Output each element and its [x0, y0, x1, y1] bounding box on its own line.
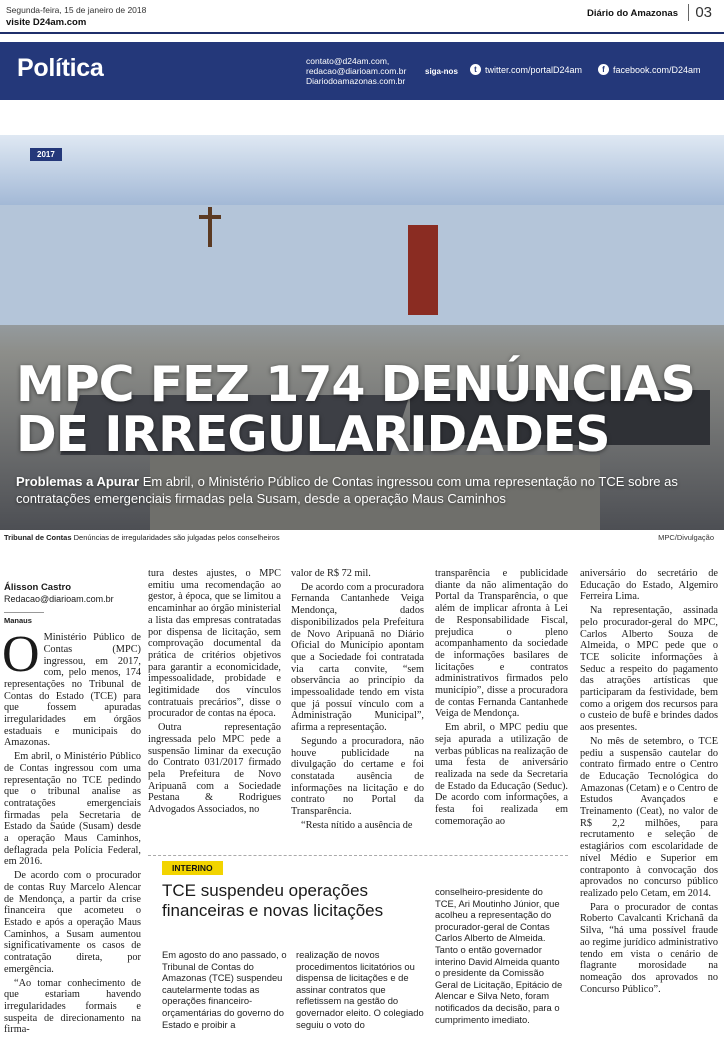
paragraph: aniversário do secretário de Educação do Estado, Algemiro Ferreira Lima. [580, 568, 718, 603]
crucifix-shape [208, 207, 212, 247]
box-title: TCE suspendeu operações financeiras e novas licitações [162, 881, 384, 920]
photo-caption [4, 533, 280, 542]
lead-photo [0, 135, 724, 530]
article-column-1 [4, 582, 141, 1037]
section-banner [0, 42, 724, 100]
caption-lead: Tribunal de Contas [4, 533, 72, 542]
dateline-place: Manaus [4, 612, 44, 627]
drop-cap: O [2, 626, 40, 684]
twitter-handle: twitter.com/portalD24am [485, 64, 583, 75]
section-title: Política [17, 54, 104, 82]
lede-lead: Problemas a Apurar [16, 474, 140, 489]
photo-ceiling [0, 135, 724, 205]
follow-label: siga-nos [425, 67, 458, 76]
lede-text: Em abril, o Ministério Público de Contas ingressou com uma representação no TCE sobre as contratações emergenciais firmadas pela Susam, desde a operação Maus Caminhos [16, 474, 678, 506]
contact-email-redacao[interactable]: redacao@diarioam.com.br [306, 66, 407, 76]
author-email[interactable]: Redacao@diarioam.com.br [4, 593, 114, 604]
paragraph: Na representação, assinada pelo procurador-geral do MPC, Carlos Alberto Souza de Almeida, o MPC pede que o TCE solicite informações à Seduc a respeito do pagamento das atrações artísticas que participaram da festividade, bem como a origem dos recursos para o custeio de bufê e brindes dados aos presentes. [580, 605, 718, 734]
page-header [0, 0, 724, 34]
box-tag: INTERINO [162, 861, 223, 875]
paragraph: Segundo a procuradora, não houve publicidade na divulgação do certame e foi constatada ausência de informações na licitação e do contrato no Portal da Transparência. [291, 735, 424, 818]
page-number: 03 [688, 4, 712, 21]
paragraph: O Ministério Público de Contas (MPC) ingressou, em 2017, com, pelo menos, 174 representações no Tribunal de Contas do Estado (TCE) para que fossem apuradas irregularidades em órgãos estaduais e municipais do Amazonas. [2, 626, 141, 749]
author-name: Álisson Castro [4, 582, 72, 593]
paragraph: “Resta nítido a ausência de [301, 819, 413, 831]
twitter-link[interactable] [470, 64, 582, 75]
newspaper-name: Diário do Amazonas [587, 8, 678, 19]
headline-line-1: MPC FEZ 174 DENÚNCIAS [16, 356, 695, 413]
year-tag: 2017 [30, 148, 62, 161]
caption-text: Denúncias de irregularidades são julgadas pelos conselheiros [73, 533, 280, 542]
facebook-handle: facebook.com/D24am [613, 64, 701, 75]
article-column-2 [148, 568, 281, 818]
paragraph: valor de R$ 72 mil. [291, 568, 371, 579]
lede [16, 473, 706, 507]
contact-email[interactable]: contato@d24am.com, [306, 56, 390, 66]
photo-wall [0, 205, 724, 325]
box-column-3: conselheiro-presidente do TCE, Ari Moutinho Júnior, que acolheu a representação do procurador-geral de Contas Carlos Alberto de Almeida. Tanto o então governador interino David Almeida quanto o presidente da Comissão Geral de Licitação, Epitácio de Alencar e Silva Neto, foram notificados da decisão, para o cumprimento imediato. [435, 886, 563, 1025]
paragraph: transparência e publicidade diante da não alimentação do Portal da Transparência, o que além de implicar afronta à Lei de Responsabilidade Fiscal, prejudica o pleno acompanhamento da sociedade de informações basilares de licitações e contratos administrativos firmados pelo município”, disse a procuradora de contas Fernanda Cantanhede Veiga de Mendonça. [435, 568, 568, 720]
facebook-link[interactable] [598, 64, 701, 75]
paragraph: “Ao tomar conhecimento de que estariam havendo irregularidades formais e suspeita de direcionamento na firma- [4, 977, 141, 1036]
paragraph: Em abril, o Ministério Público de Contas ingressou com uma representação no TCE pedindo que o tribunal analise as contratações emergenciais firmadas pela Secretaria de Estado da Saúde (Susam) desde a operação Maus Caminhos, deflagrada pela Polícia Federal, em 2016. [4, 751, 141, 868]
sidebar-box [148, 855, 568, 1037]
article-column-4 [435, 568, 568, 829]
site-link[interactable]: visite D24am.com [6, 17, 87, 28]
photo-door [408, 225, 438, 315]
facebook-icon: f [598, 64, 609, 75]
paragraph: De acordo com a procuradora Fernanda Cantanhede Veiga Mendonça, dados disponibilizados pela Prefeitura de Novo Aripuanã no Diário Oficial do Município apontam que a Sociedade foi contratada via carta convite, “sem observância ao princípio da impessoalidade tendo em vista que já possuí vínculo com a Administração Municipal”, afirma a representação. [291, 581, 424, 734]
box-column-1: Em agosto do ano passado, o Tribunal de Contas do Amazonas (TCE) suspendeu cautelarmente todas as operações financeiro-orçamentárias do governo do Estado e proibir a [162, 949, 287, 1030]
contact-site[interactable]: Diariodoamazonas.com.br [306, 76, 406, 86]
headline [16, 356, 695, 463]
paragraph: Outra representação ingressada pelo MPC pede a suspensão liminar da execução do Contrato 031/2017 firmado pela Prefeitura de Novo Aripuanã com a Sociedade Pestana & Rodrigues Advogados Associados, no [148, 722, 281, 816]
article-column-5 [580, 568, 718, 997]
paragraph: No mês de setembro, o TCE pediu a suspensão cautelar do contrato firmado entre o Centro de Educação Tecnológica do Amazonas (Cetam) e o Centro de Estudos Avançados e Treinamento (Ceat), no valor de R$ 2,2 milhões, para recrutamento e seleção de estagiários com escolaridade de nível Médio e Superior em contraponto à convocação dos aprovados no concurso público realizado pelo Cetam, em 2014. [580, 735, 718, 899]
box-column-2: realização de novos procedimentos licitatórios ou dispensa de licitações e de assinar contratos que refletissem na gestão do governador eleito. O colegiado seguiu o voto do [296, 949, 424, 1030]
paragraph: Em abril, o MPC pediu que seja apurada a utilização de verbas públicas na realização de uma festa de aniversário realizada na sede da Secretaria de Estado da Educação (Seduc). De acordo com informações, a festa foi realizada em comemoração ao [435, 722, 568, 827]
issue-date: Segunda-feira, 15 de janeiro de 2018 [6, 5, 147, 15]
twitter-icon: t [470, 64, 481, 75]
contact-block [306, 56, 406, 86]
paragraph: tura destes ajustes, o MPC emitiu uma recomendação ao gestor, à época, que se limitou a encaminhar ao órgão ministerial a lista das empresas contratadas por dispensa de licitação, sem comprovação documental da prática de critérios objetivos para garantir a economicidade, impessoalidade, probidade e legitimidade dos vínculos contratuais precários”, disse o procurador de contas na época. [148, 568, 281, 720]
headline-line-2: DE IRREGULARIDADES [16, 406, 610, 463]
photo-credit: MPC/Divulgação [658, 533, 714, 542]
paragraph: Para o procurador de contas Roberto Cavalcanti Krichanã da Silva, “há uma possível fraude ao regime jurídico administrativo tendo em vista o cenário de flagrante morosidade na nomeação dos aprovados no Concurso Público”. [580, 901, 718, 995]
paragraph: De acordo com o procurador de contas Ruy Marcelo Alencar de Mendonça, a partir da crise financeira que acometeu o Estado e após a operação Maus Caminhos, a Susam aumentou significativamente os casos de contratação direta, por emergência. [4, 870, 141, 975]
article-column-3 [291, 568, 424, 833]
